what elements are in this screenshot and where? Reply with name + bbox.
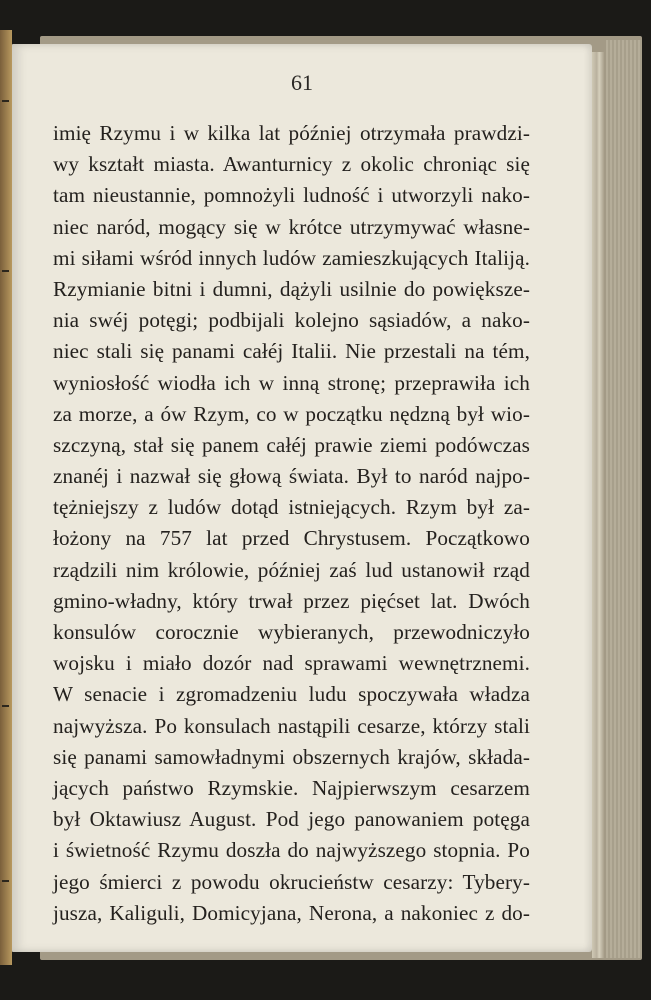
margin-mark (2, 880, 9, 882)
text-line: konsulów corocznie wybieranych, przewodniczyło (53, 620, 530, 644)
text-line: tam nieustannie, pomnożyli ludność i utworzyli nako- (53, 183, 530, 208)
book-binding (0, 30, 12, 965)
page-number: 61 (291, 70, 313, 95)
body-text (53, 118, 530, 929)
text-line: i świetność Rzymu doszła do najwyższego stopnia. Po (53, 838, 530, 863)
text-line: się panami samowładnymi obszernych krajów, składa- (53, 744, 530, 769)
text-line: znanéj i nazwał się głową świata. Był to naród najpo- (53, 464, 530, 489)
text-line: wojsku i miało dozór nad sprawami wewnętrznemi. (53, 651, 530, 676)
text-line: wyniosłość wiodła ich w inną stronę; przeprawiła ich (53, 370, 530, 395)
book-page (12, 44, 592, 952)
text-line: niec stali się panami całéj Italii. Nie przestali na tém, (53, 339, 530, 364)
page-edge-shadow (592, 52, 604, 958)
text-line: jących państwo Rzymskie. Najpierwszym cesarzem (53, 775, 530, 800)
text-line: gmino-władny, który trwał przez pięćset lat. Dwóch (53, 588, 530, 613)
text-line: tężniejszy z ludów dotąd istniejących. Rzym był za- (53, 495, 530, 520)
text-line: jego śmierci z powodu okrucieństw cesarzy: Tybery- (53, 869, 530, 894)
text-line: nia swéj potęgi; podbijali kolejno sąsiadów, a nako- (53, 308, 530, 333)
text-line: mi siłami wśród innych ludów zamieszkujących Italiją. (53, 245, 530, 270)
margin-mark (2, 100, 9, 102)
text-line: rządzili nim królowie, później zaś lud ustanowił rząd (53, 557, 530, 582)
margin-mark (2, 705, 9, 707)
text-line: był Oktawiusz August. Pod jego panowaniem potęga (53, 807, 530, 832)
text-line: szczyną, stał się panem całéj prawie ziemi podówczas (53, 432, 530, 457)
text-line: wy kształt miasta. Awanturnicy z okolic chroniąc się (53, 152, 530, 177)
text-line: najwyższa. Po konsulach nastąpili cesarze, którzy stali (53, 713, 530, 738)
text-line: jusza, Kaliguli, Domicyjana, Nerona, a nakoniec z do- (53, 900, 530, 925)
text-line: imię Rzymu i w kilka lat później otrzymała prawdzi- (53, 121, 530, 145)
page-stack-edge (606, 40, 642, 958)
text-line: niec naród, mogący się w krótce utrzymywać własne- (53, 214, 530, 239)
text-line: Rzymianie bitni i dumni, dążyli usilnie do powiększe- (53, 276, 530, 301)
text-line: za morze, a ów Rzym, co w początku nędzną był wio- (53, 401, 530, 426)
text-line: łożony na 757 lat przed Chrystusem. Początkowo (53, 526, 530, 551)
margin-mark (2, 270, 9, 272)
text-line: W senacie i zgromadzeniu ludu spoczywała władza (53, 682, 530, 707)
